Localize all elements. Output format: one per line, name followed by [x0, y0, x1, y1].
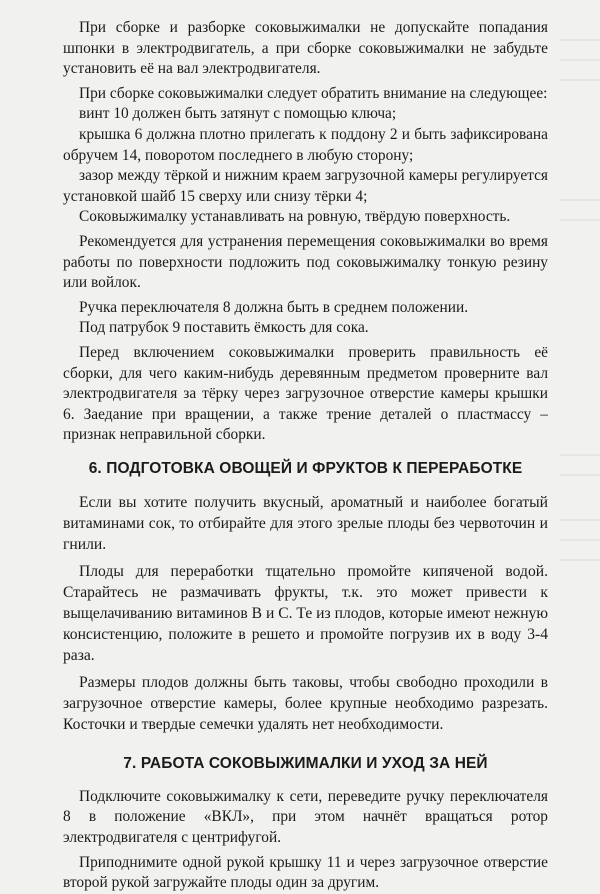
- para-assembly-warning: При сборке и разборке соковыжималки не допускайте попадания шпонки в электродвигатель, а при сборке соковыжималки не забудьте установить её на вал электродвигателя.: [63, 19, 548, 78]
- list-item-screw: винт 10 должен быть затянут с помощью ключа;: [79, 105, 397, 123]
- section-7-heading: 7. РАБОТА СОКОВЫЖИМАЛКИ И УХОД ЗА НЕЙ: [123, 754, 488, 772]
- section-6-body: [63, 492, 548, 735]
- section-6-para-1: Если вы хотите получить вкусный, ароматный и наиболее богатый витаминами сок, то отбирайте для этого зрелые плоды без червоточин и гнили.: [63, 493, 548, 553]
- page-content: [63, 18, 548, 894]
- para-assembly-attention: При сборке соковыжималки следует обратить внимание на следующее:: [79, 84, 548, 102]
- list-item-lid: крышка 6 должна плотно прилегать к поддону 2 и быть зафиксирована обручем 14, поворотом последнего в любую сторону;: [63, 125, 548, 164]
- section-6-para-3: Размеры плодов должны быть таковы, чтобы свободно проходили в загрузочное отверстие камеры, более крупные необходимо разрезать. Косточки и твердые семечки удалять нет необходимости.: [63, 673, 548, 733]
- para-check-assembly: Перед включением соковыжималки проверить правильность её сборки, для чего каким-нибудь деревянным предметом проверните вал электродвигателя за тёрку через загрузочное отверстие камеры крышки 6. Заедание при вращении, а также трение деталей о пластмассу – признак неправильной сборки.: [63, 343, 548, 444]
- para-surface: Соковыжималку устанавливать на ровную, твёрдую поверхность.: [79, 208, 511, 226]
- para-switch-position: Ручка переключателя 8 должна быть в среднем положении.: [79, 298, 469, 316]
- para-juice-container: Под патрубок 9 поставить ёмкость для сока.: [79, 319, 369, 337]
- para-rubber: Рекомендуется для устранения перемещения соковыжималки во время работы по поверхности подложить под соковыжималку тонкую резину или войлок.: [63, 232, 548, 292]
- section-7-para-2: Приподнимите одной рукой крышку 11 и через загрузочное отверстие второй рукой загружайте плоды один за другим.: [63, 853, 548, 892]
- list-item-gap: зазор между тёркой и нижним краем загрузочной камеры регулируется установкой шайб 15 сверху или снизу тёрки 4;: [63, 167, 548, 205]
- section-6-para-2: Плоды для переработки тщательно промойте кипяченой водой. Старайтесь не размачивать фрукты, т.к. это может привести к выщелачиванию витаминов В и С. Те из плодов, которые имеют нежную консистенцию, положите в решето и промойте погрузив их в воду 3-4 раза.: [63, 562, 548, 664]
- section-7-para-1: Подключите соковыжималку к сети, переведите ручку переключателя 8 в положение «ВКЛ», при этом начнёт вращаться ротор электродвигателя с центрифугой.: [63, 787, 548, 847]
- section-6-heading: 6. ПОДГОТОВКА ОВОЩЕЙ И ФРУКТОВ К ПЕРЕРАБОТКЕ: [88, 459, 523, 477]
